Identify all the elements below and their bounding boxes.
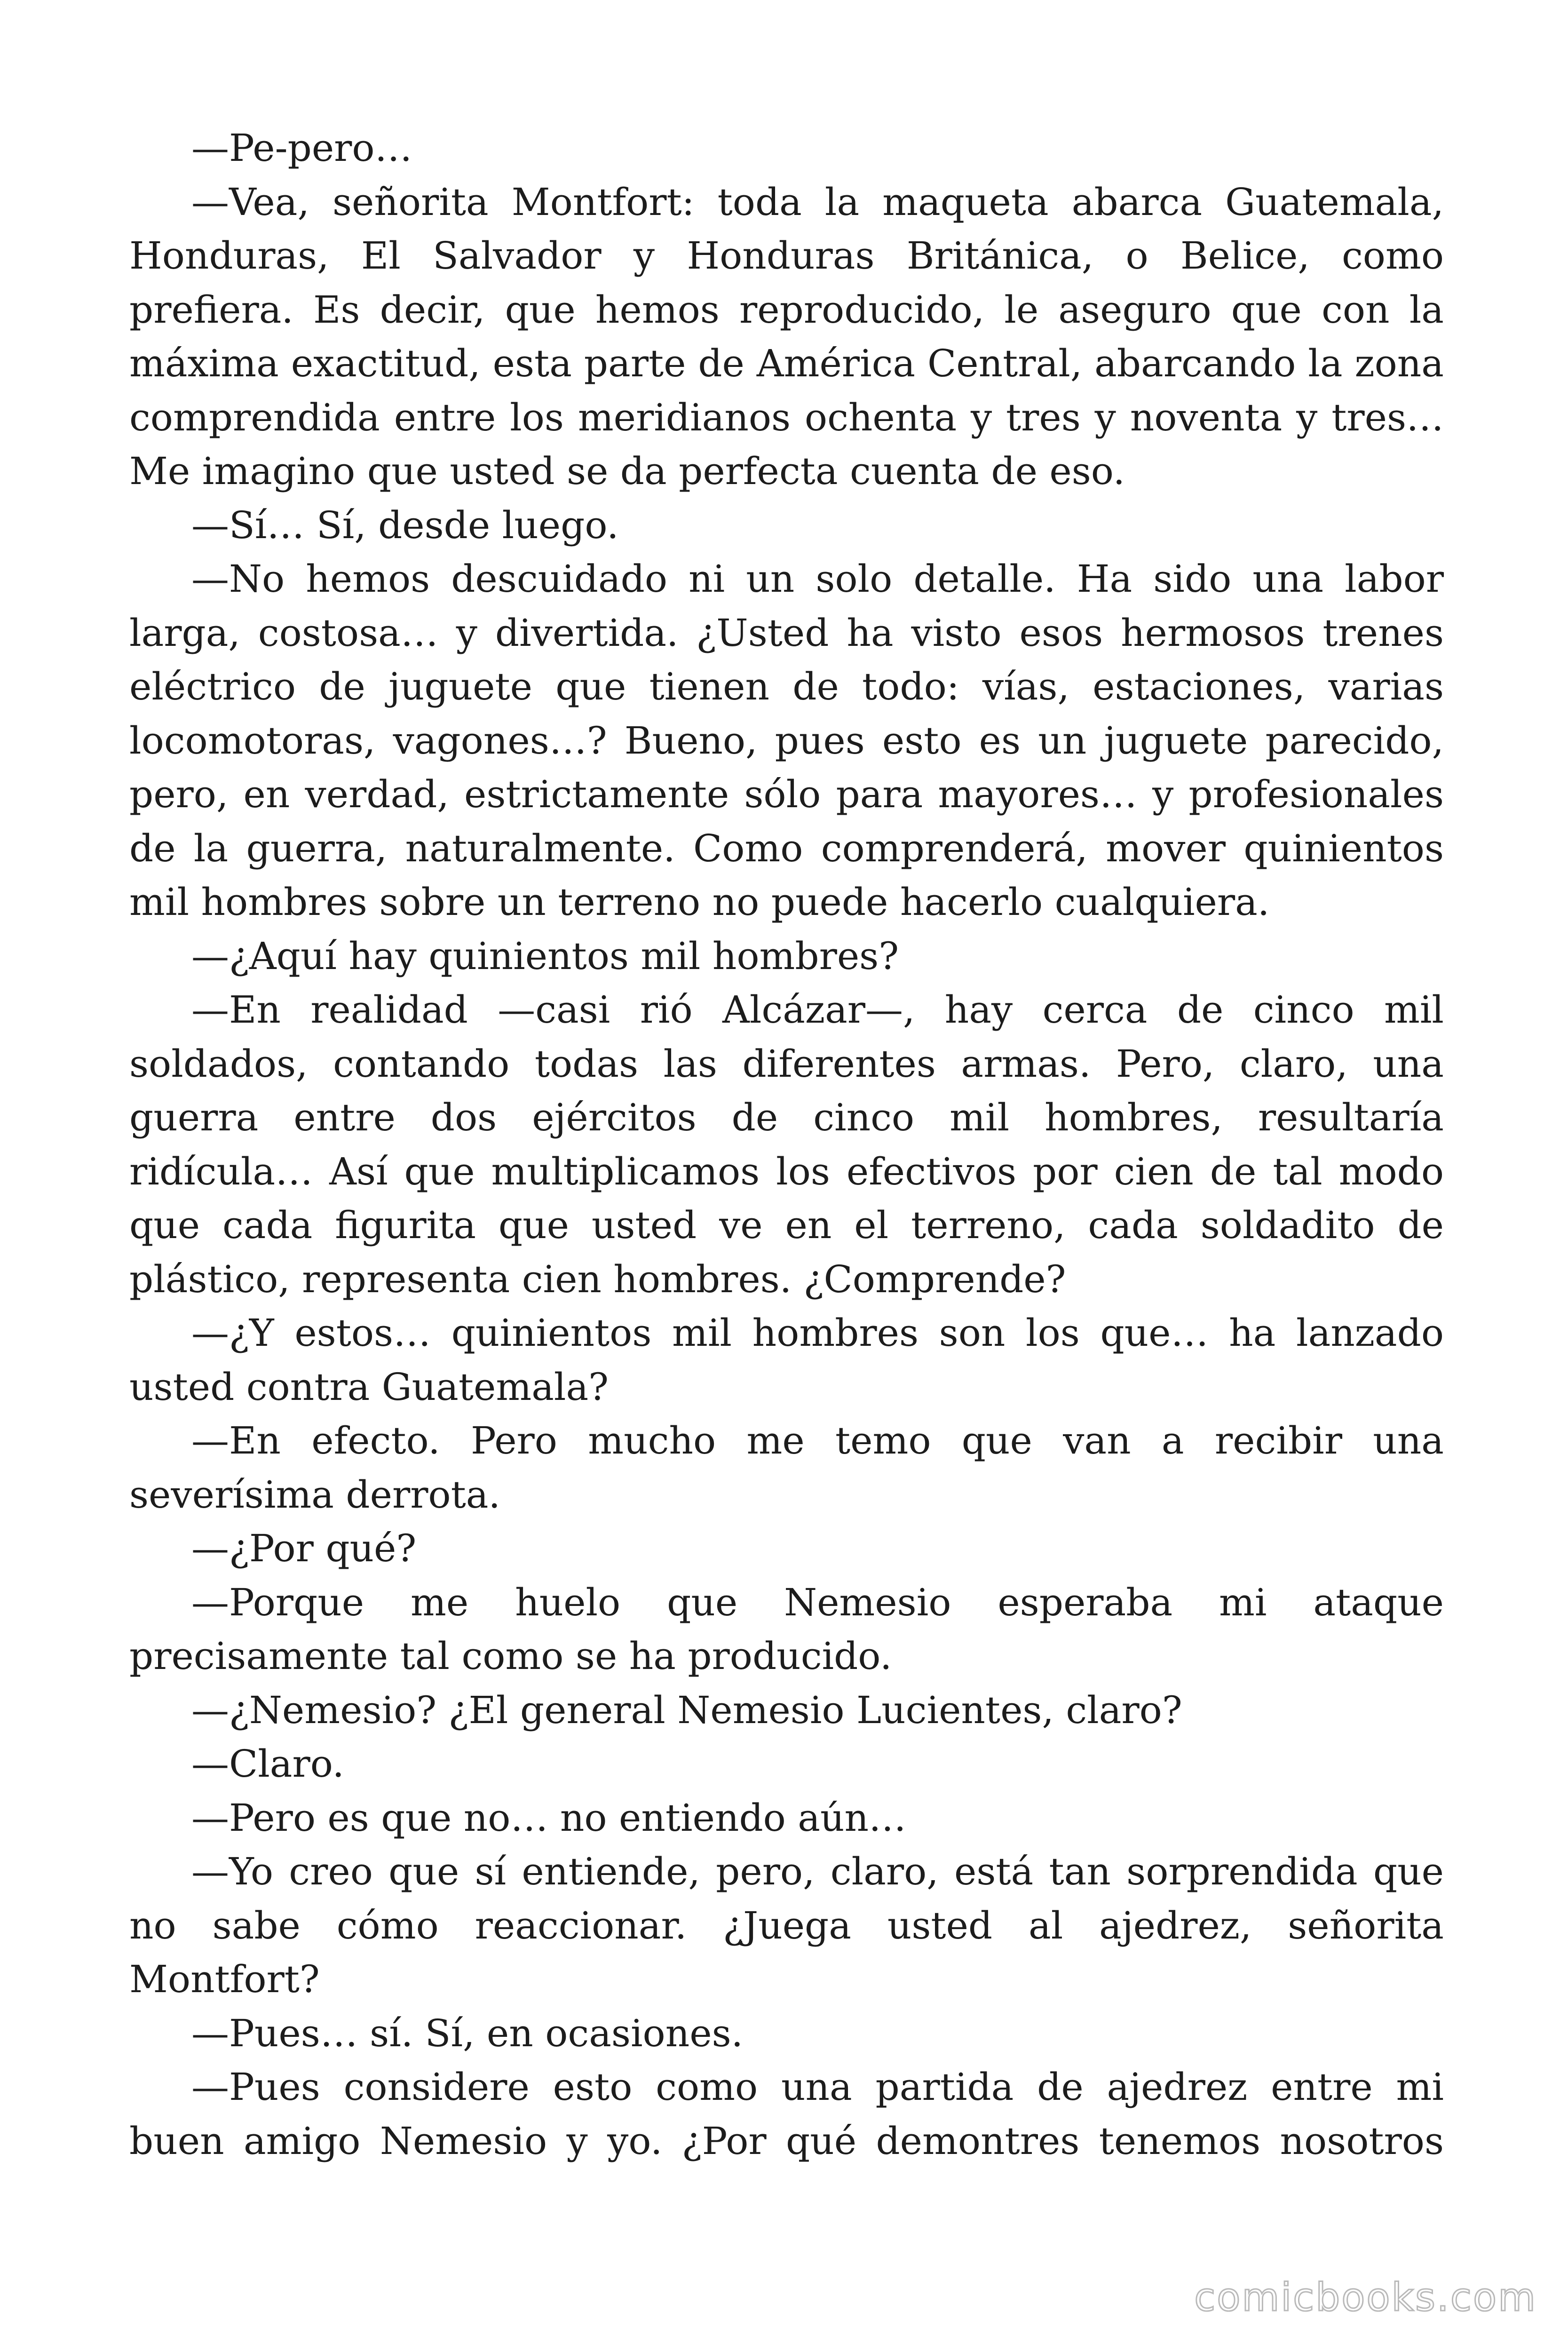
text-line: —¿Y estos… quinientos mil hombres son los que… ha lanzado xyxy=(191,1311,1444,1355)
text-line: —Pe-pero… xyxy=(191,126,412,170)
text-line: buen amigo Nemesio y yo. ¿Por qué demontres tenemos nosotros xyxy=(129,2119,1444,2163)
text-line: precisamente tal como se ha producido. xyxy=(129,1634,892,1678)
text-line: —No hemos descuidado ni un solo detalle. Ha sido una labor xyxy=(191,557,1444,601)
text-line: guerra entre dos ejércitos de cinco mil hombres, resultaría xyxy=(129,1096,1444,1139)
text-line: Me imagino que usted se da perfecta cuenta de eso. xyxy=(129,449,1125,493)
text-line: prefiera. Es decir, que hemos reproducido, le aseguro que con la xyxy=(129,287,1444,332)
text-line: —En efecto. Pero mucho me temo que van a recibir una xyxy=(191,1419,1444,1462)
text-line: soldados, contando todas las diferentes armas. Pero, claro, una xyxy=(129,1041,1444,1086)
text-line: locomotoras, vagones…? Bueno, pues esto es un juguete parecido, xyxy=(129,718,1444,763)
text-line: mil hombres sobre un terreno no puede hacerlo cualquiera. xyxy=(129,880,1270,924)
text-line: de la guerra, naturalmente. Como comprenderá, mover quinientos xyxy=(129,826,1444,870)
text-line: Honduras, El Salvador y Honduras Británica, o Belice, como xyxy=(129,234,1444,278)
text-line: —Sí… Sí, desde luego. xyxy=(191,503,619,547)
text-line: —¿Aquí hay quinientos mil hombres? xyxy=(191,934,899,978)
text-line: —Claro. xyxy=(191,1742,344,1786)
text-line: —Pues considere esto como una partida de ajedrez entre mi xyxy=(191,2065,1444,2109)
text-line: —En realidad —casi rió Alcázar—, hay cerca de cinco mil xyxy=(191,988,1444,1032)
text-line: —Yo creo que sí entiende, pero, claro, está tan sorprendida que xyxy=(191,1850,1444,1893)
text-line: máxima exactitud, esta parte de América Central, abarcando la zona xyxy=(129,342,1444,385)
text-line: larga, costosa… y divertida. ¿Usted ha visto esos hermosos trenes xyxy=(129,611,1444,655)
book-page-text xyxy=(129,121,1444,2168)
text-line: —¿Por qué? xyxy=(191,1526,417,1570)
text-line: —Pues… sí. Sí, en ocasiones. xyxy=(191,2011,744,2055)
text-line: Montfort? xyxy=(129,1957,320,2001)
text-line: eléctrico de juguete que tienen de todo: vías, estaciones, varias xyxy=(129,665,1444,708)
text-line: —¿Nemesio? ¿El general Nemesio Lucientes, claro? xyxy=(191,1688,1182,1732)
text-line: plástico, representa cien hombres. ¿Comprende? xyxy=(129,1257,1066,1301)
watermark-logo: comicbooks.com xyxy=(1194,2275,1537,2320)
text-line: ridícula… Así que multiplicamos los efectivos por cien de tal modo xyxy=(129,1149,1444,1193)
text-line: no sabe cómo reaccionar. ¿Juega usted al ajedrez, señorita xyxy=(129,1903,1444,1947)
text-line: comprendida entre los meridianos ochenta y tres y noventa y tres… xyxy=(129,395,1444,439)
text-line: —Vea, señorita Montfort: toda la maqueta abarca Guatemala, xyxy=(191,180,1444,224)
text-line: que cada figurita que usted ve en el terreno, cada soldadito de xyxy=(129,1203,1444,1247)
text-line: severísima derrota. xyxy=(129,1472,500,1517)
text-line: usted contra Guatemala? xyxy=(129,1365,609,1409)
text-line: —Pero es que no… no entiendo aún… xyxy=(191,1796,906,1840)
text-line: pero, en verdad, estrictamente sólo para mayores… y profesionales xyxy=(129,772,1444,816)
text-line: —Porque me huelo que Nemesio esperaba mi ataque xyxy=(191,1580,1444,1624)
